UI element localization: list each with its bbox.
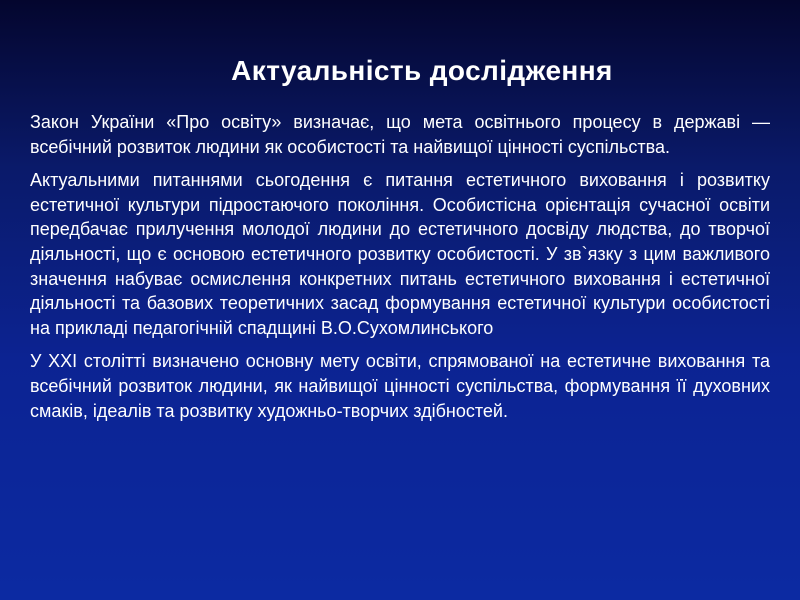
slide-body — [30, 110, 770, 432]
slide-title: Актуальність дослідження — [231, 55, 613, 86]
paragraph-21st-century-goal: У ХХІ столітті визначено основну мету освіти, спрямованої на естетичне виховання та всебічний розвиток людини, як найвищої цінності суспільства, формування її духовних смаків, ідеалів та розвитку художньо-творчих здібностей. — [30, 351, 770, 421]
paragraph-law-on-education: Закон України «Про освіту» визначає, що мета освітнього процесу в державі — всебічний розвиток людини як особистості та найвищої цінності суспільства. — [30, 112, 770, 157]
paragraph-aesthetic-education-relevance: Актуальними питаннями сьогодення є питання естетичного виховання і розвитку естетичної культури підростаючого покоління. Особистісна орієнтація сучасної освіти передбачає прилучення молодої людини до естетичного досвіду людства, до творчої діяльності, що є основою естетичного розвитку особистості. У зв`язку з цим важливого значення набуває осмислення конкретних питань естетичного виховання і естетичної діяльності та базових теоретичних засад формування естетичної культури особистості на прикладі педагогічній спадщині В.О.Сухомлинського — [30, 170, 770, 338]
